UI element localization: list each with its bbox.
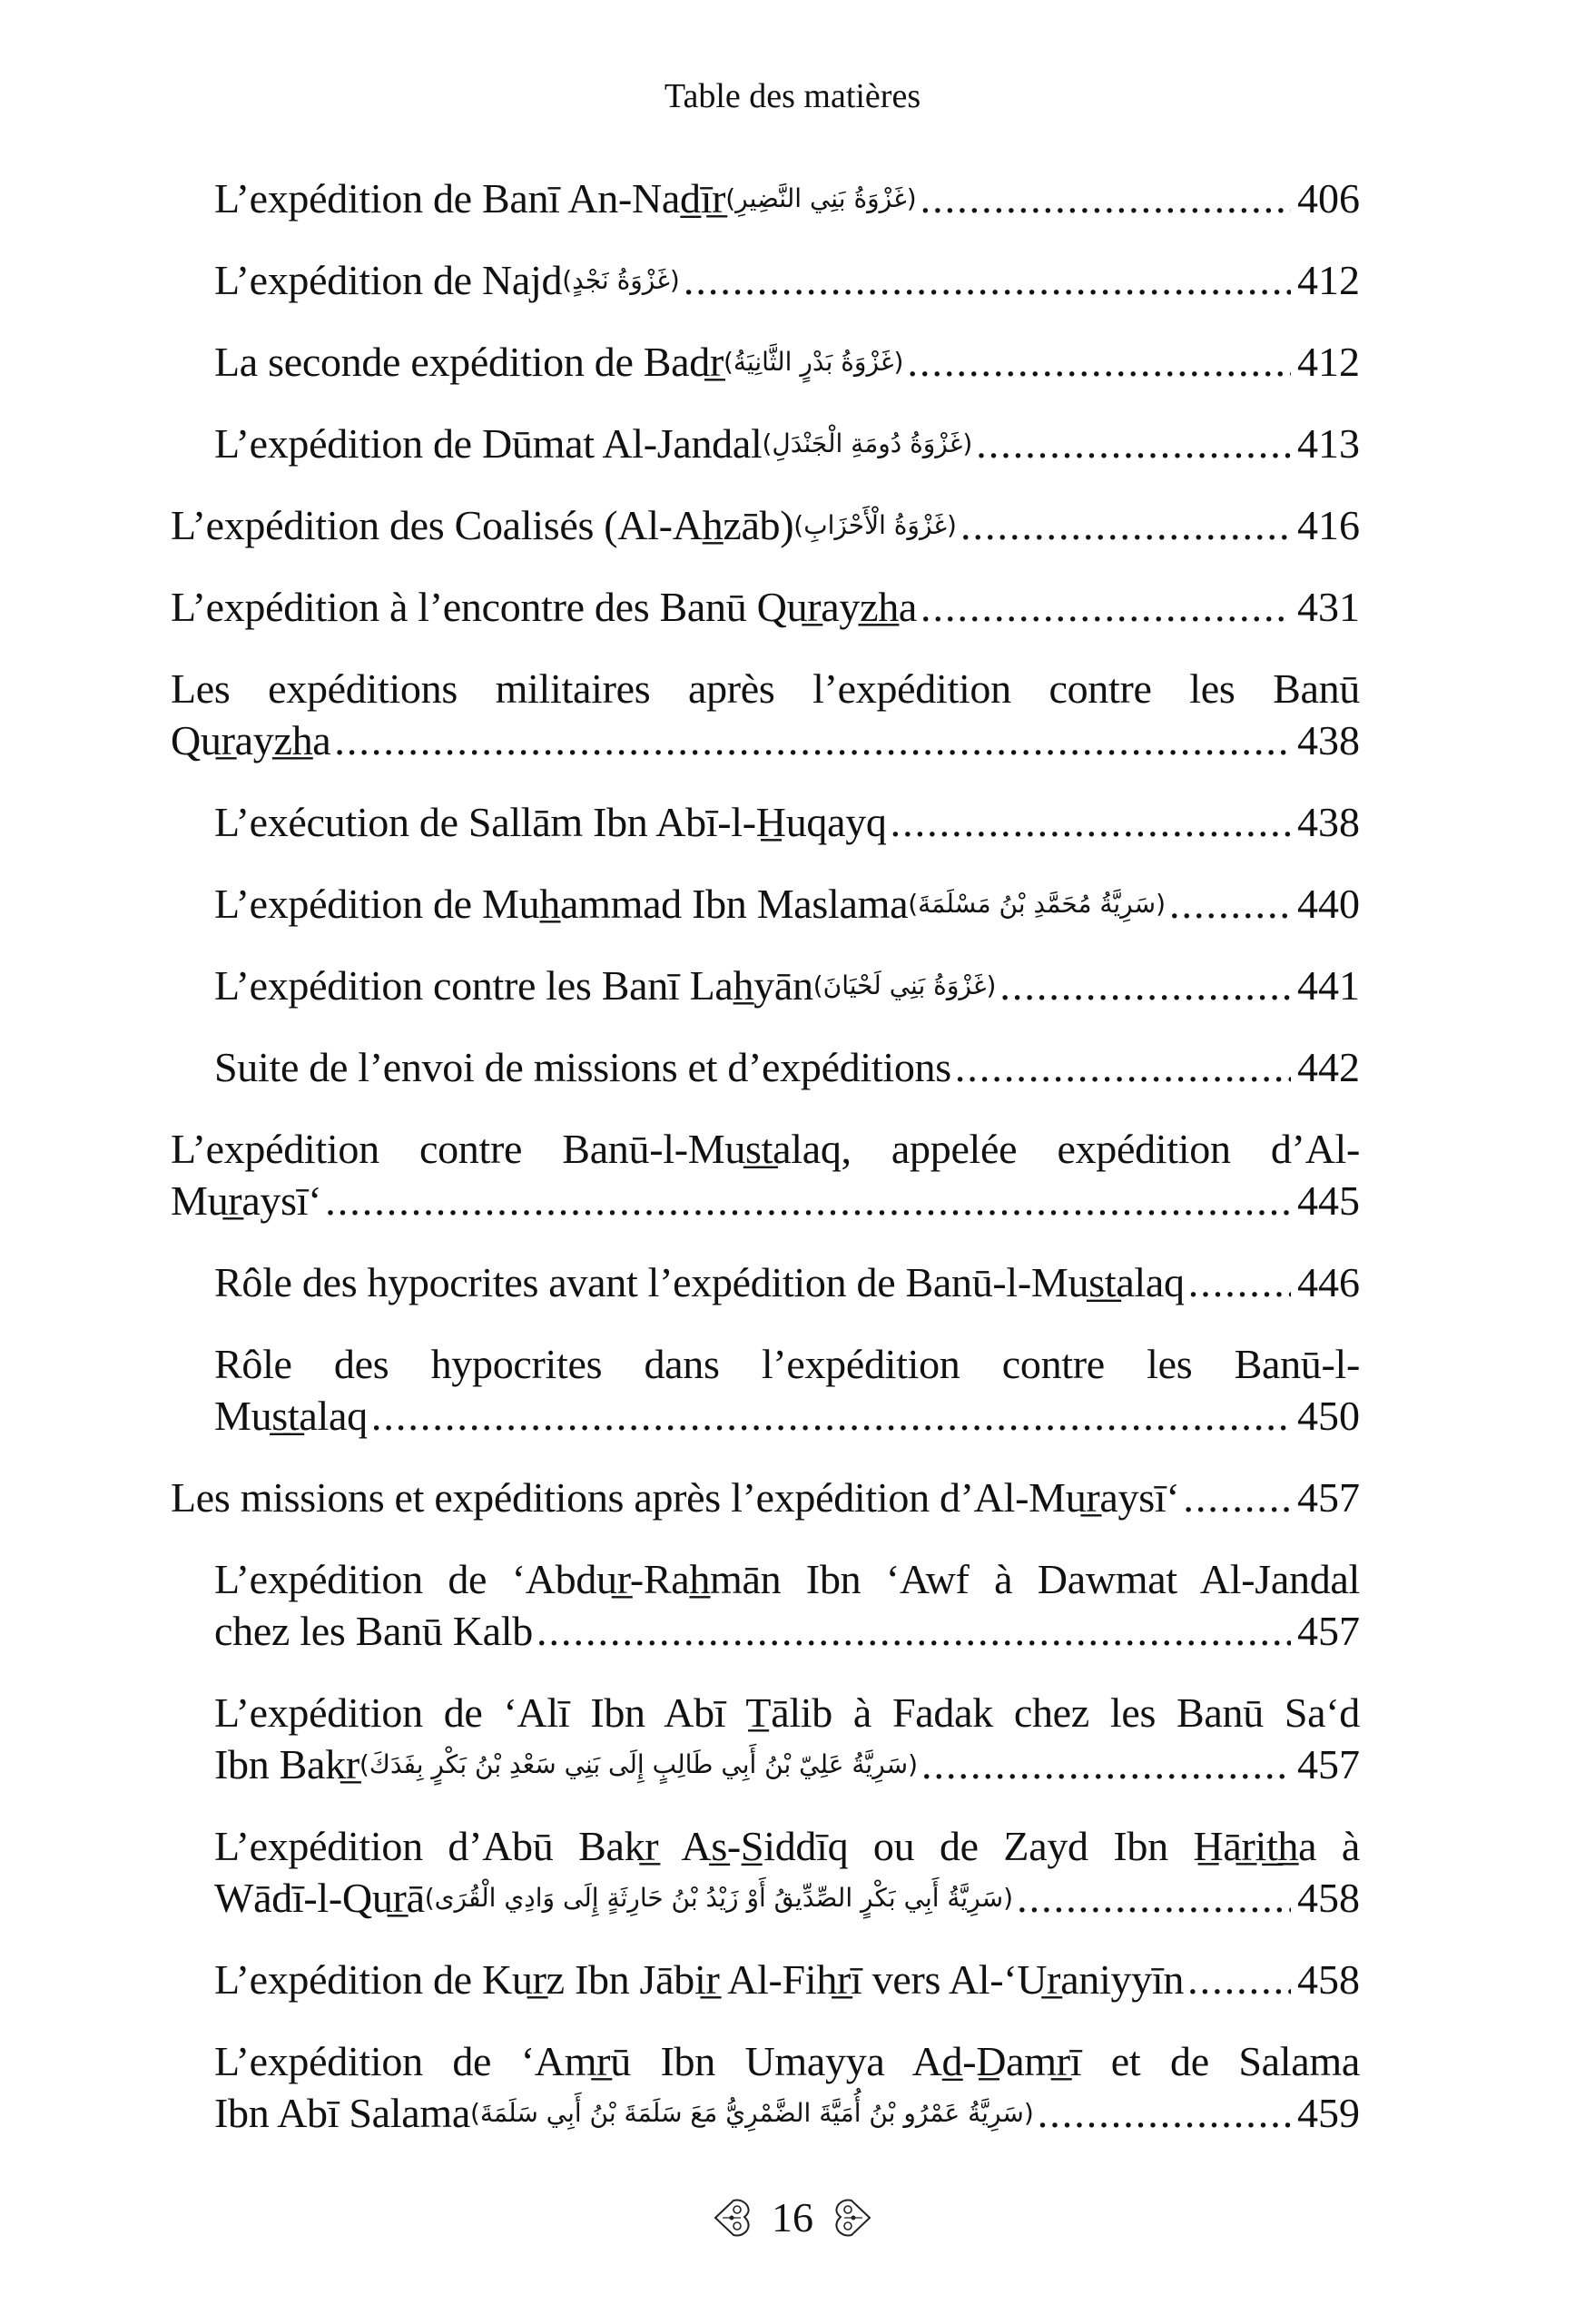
ornament-right-icon <box>832 2197 871 2239</box>
toc-entry-line <box>214 1041 1360 1093</box>
page-footer <box>0 2195 1585 2240</box>
dot-leader <box>907 336 1291 388</box>
toc-entry-line <box>214 336 1360 388</box>
toc-entry-page-number: 406 <box>1297 175 1360 222</box>
dot-leader <box>371 1390 1291 1442</box>
toc-entry-line <box>214 1872 1360 1924</box>
toc-entry-title: Ibn Bakr̲ <box>214 1741 359 1787</box>
toc-entry[interactable] <box>171 1472 1360 1523</box>
toc-entry-first-line: L’expédition de ‘Abdur̲-Rah̲mān Ibn ‘Awf à Dawmat Al-Jandal <box>214 1556 1360 1602</box>
toc-entry-page-number: 458 <box>1297 1875 1360 1921</box>
toc-entry[interactable] <box>171 796 1360 848</box>
toc-entry[interactable] <box>171 1954 1360 2005</box>
toc-entry-title: Ibn Abī Salama <box>214 2090 470 2136</box>
dot-leader <box>960 499 1291 551</box>
toc-entry-first-line: L’expédition d’Abū Bakr̲ As̲-S̲iddīq ou de Zayd Ibn H̲ār̲it̲h̲a à <box>214 1823 1360 1869</box>
toc-entry-page-number: 412 <box>1297 339 1360 385</box>
toc-entry-line <box>171 581 1360 633</box>
toc-entry-title: L’expédition à l’encontre des Banū Qur̲ayz̲h̲a <box>171 584 918 630</box>
toc-entry-arabic-title: (غَزْوَةُ دُومَةِ الْجَنْدَلِ) <box>762 428 973 458</box>
toc-entry[interactable] <box>171 254 1360 306</box>
toc-entry-page-number: 413 <box>1297 420 1360 467</box>
toc-entry-line <box>171 1175 1360 1226</box>
toc-entry-line <box>214 1954 1360 2005</box>
toc-entry-page-number: 440 <box>1297 881 1360 927</box>
dot-leader <box>1183 1472 1291 1523</box>
toc-entry-page-number: 442 <box>1297 1044 1360 1090</box>
toc-entry-title: L’expédition de Banī An-Nad̲īr̲ <box>214 175 726 222</box>
dot-leader <box>891 796 1291 848</box>
toc-entry-arabic-title: (غَزْوَةُ بَدْرٍ الثَّانِيَةُ) <box>723 347 904 377</box>
toc-entry-line <box>214 960 1360 1011</box>
dot-leader <box>334 714 1291 766</box>
toc-entry-arabic-title: (سَرِيَّةُ أَبِي بَكْرٍ الصِّدِّيقُ أَوْ زَيْدُ بْنُ حَارِثَةٍ إِلَى وَادِي الْقُرَى) <box>424 1883 1014 1913</box>
toc-entry-arabic-title: (سَرِيَّةُ مُحَمَّدِ بْنُ مَسْلَمَةَ) <box>908 889 1166 919</box>
dot-leader <box>325 1175 1291 1226</box>
toc-entry-title: L’expédition contre les Banī Lah̲yān <box>214 962 813 1009</box>
dot-leader <box>921 1738 1291 1790</box>
toc-entry-arabic-title: (غَزْوَةُ الْأَحْزَابِ) <box>793 510 957 540</box>
toc-entry[interactable] <box>171 499 1360 551</box>
dot-leader <box>955 1041 1291 1093</box>
toc-entry[interactable] <box>171 960 1360 1011</box>
toc-entry[interactable] <box>171 1123 1360 1226</box>
toc-entry[interactable] <box>171 1553 1360 1657</box>
toc-entry-first-line: L’expédition contre Banū-l-Mus̲t̲alaq, appelée expédition d’Al- <box>171 1126 1360 1172</box>
toc-entry-first-line: Rôle des hypocrites dans l’expédition contre les Banū-l- <box>214 1341 1360 1387</box>
dot-leader <box>1038 2087 1291 2139</box>
toc-entry[interactable] <box>171 1820 1360 1924</box>
toc-entry-page-number: 458 <box>1297 1956 1360 2003</box>
ornament-left-icon <box>714 2197 753 2239</box>
toc-entry-line <box>214 1390 1360 1442</box>
dot-leader <box>537 1605 1291 1657</box>
toc-entry-first-line: L’expédition de ‘Amr̲ū Ibn Umayya Ad̲-D̲amr̲ī et de Salama <box>214 2038 1360 2084</box>
table-of-contents <box>171 172 1360 2169</box>
toc-entry-title: L’expédition de Najd <box>214 257 563 303</box>
toc-entry-title: Rôle des hypocrites avant l’expédition de Banū-l-Mus̲t̲alaq <box>214 1259 1185 1305</box>
toc-entry[interactable] <box>171 1256 1360 1308</box>
toc-entry-title: chez les Banū Kalb <box>214 1608 533 1654</box>
toc-entry-title: L’exécution de Sallām Ibn Abī-l-H̲uqayq <box>214 799 887 845</box>
toc-entry-arabic-title: (غَزْوَةُ بَنِي لَحْيَانَ) <box>812 970 997 1000</box>
toc-entry[interactable] <box>171 336 1360 388</box>
toc-entry[interactable] <box>171 1687 1360 1790</box>
toc-entry-page-number: 438 <box>1297 717 1360 763</box>
toc-entry[interactable] <box>171 172 1360 224</box>
toc-entry-page-number: 459 <box>1297 2090 1360 2136</box>
toc-entry-line <box>214 878 1360 930</box>
toc-entry[interactable] <box>171 878 1360 930</box>
toc-entry-page-number: 445 <box>1297 1177 1360 1224</box>
toc-entry-title: L’expédition de Kur̲z Ibn Jābir̲ Al-Fihr̲ī vers Al-‘Ur̲aniyyīn <box>214 1956 1185 2003</box>
toc-entry-arabic-title: (سَرِيَّةُ عَلِيّ بْنُ أَبِي طَالِبٍ إِلَى بَنِي سَعْدِ بْنُ بَكْرٍ بِفَدَكَ) <box>359 1749 919 1779</box>
toc-entry-arabic-title: (سَرِيَّةُ عَمْرُو بْنُ أُمَيَّةَ الضَّمْرِيُّ مَعَ سَلَمَةَ بْنُ أَبِي سَلَمَةَ) <box>469 2098 1034 2128</box>
dot-leader <box>920 172 1291 224</box>
toc-entry-title: Mur̲aysī‘ <box>171 1177 322 1224</box>
toc-entry-line <box>214 418 1360 469</box>
toc-entry-page-number: 457 <box>1297 1741 1360 1787</box>
dot-leader <box>976 418 1291 469</box>
toc-entry-title: La seconde expédition de Badr̲ <box>214 339 724 385</box>
toc-entry-line <box>214 254 1360 306</box>
toc-entry-title: Qur̲ayz̲h̲a <box>171 717 331 763</box>
toc-entry-line <box>214 172 1360 224</box>
dot-leader <box>1188 1256 1291 1308</box>
page-number: 16 <box>772 2194 813 2240</box>
toc-entry-title: Les missions et expéditions après l’expédition d’Al-Mur̲aysī‘ <box>171 1474 1180 1521</box>
toc-entry[interactable] <box>171 418 1360 469</box>
toc-entry-line <box>171 714 1360 766</box>
toc-entry[interactable] <box>171 663 1360 766</box>
toc-entry[interactable] <box>171 2035 1360 2139</box>
toc-entry-page-number: 438 <box>1297 799 1360 845</box>
toc-entry-title: Suite de l’envoi de missions et d’expéditions <box>214 1044 951 1090</box>
toc-entry[interactable] <box>171 581 1360 633</box>
toc-entry-line <box>171 499 1360 551</box>
toc-entry[interactable] <box>171 1041 1360 1093</box>
toc-entry-arabic-title: (غَزْوَةُ بَنِي النَّضِيرِ) <box>725 183 917 213</box>
dot-leader <box>920 581 1291 633</box>
dot-leader <box>684 254 1291 306</box>
toc-entry-title: L’expédition de Dūmat Al-Jandal <box>214 420 763 467</box>
toc-entry-page-number: 450 <box>1297 1393 1360 1439</box>
dot-leader <box>999 960 1291 1011</box>
toc-entry-first-line: L’expédition de ‘Alī Ibn Abī T̲ālib à Fadak chez les Banū Sa‘d <box>214 1689 1360 1736</box>
toc-entry[interactable] <box>171 1338 1360 1442</box>
dot-leader <box>1187 1954 1291 2005</box>
toc-entry-title: Wādī-l-Qur̲ā <box>214 1875 425 1921</box>
running-head: Table des matières <box>664 77 921 115</box>
toc-entry-line <box>214 1605 1360 1657</box>
toc-entry-line <box>214 1738 1360 1790</box>
toc-entry-line <box>171 1472 1360 1523</box>
toc-entry-line <box>214 2087 1360 2139</box>
toc-entry-page-number: 431 <box>1297 584 1360 630</box>
toc-entry-arabic-title: (غَزْوَةُ نَجْدٍ) <box>562 265 680 295</box>
toc-entry-line <box>214 1256 1360 1308</box>
toc-entry-title: L’expédition des Coalisés (Al-Ah̲zāb) <box>171 502 794 548</box>
toc-entry-page-number: 441 <box>1297 962 1360 1009</box>
toc-entry-title: L’expédition de Muh̲ammad Ibn Maslama <box>214 881 909 927</box>
toc-entry-first-line: Les expéditions militaires après l’expédition contre les Banū <box>171 665 1360 712</box>
dot-leader <box>1169 878 1291 930</box>
toc-entry-page-number: 416 <box>1297 502 1360 548</box>
dot-leader <box>1017 1872 1291 1924</box>
toc-entry-line <box>214 796 1360 848</box>
toc-entry-title: Mus̲t̲alaq <box>214 1393 368 1439</box>
toc-entry-page-number: 457 <box>1297 1474 1360 1521</box>
toc-entry-page-number: 446 <box>1297 1259 1360 1305</box>
toc-entry-page-number: 412 <box>1297 257 1360 303</box>
toc-entry-page-number: 457 <box>1297 1608 1360 1654</box>
